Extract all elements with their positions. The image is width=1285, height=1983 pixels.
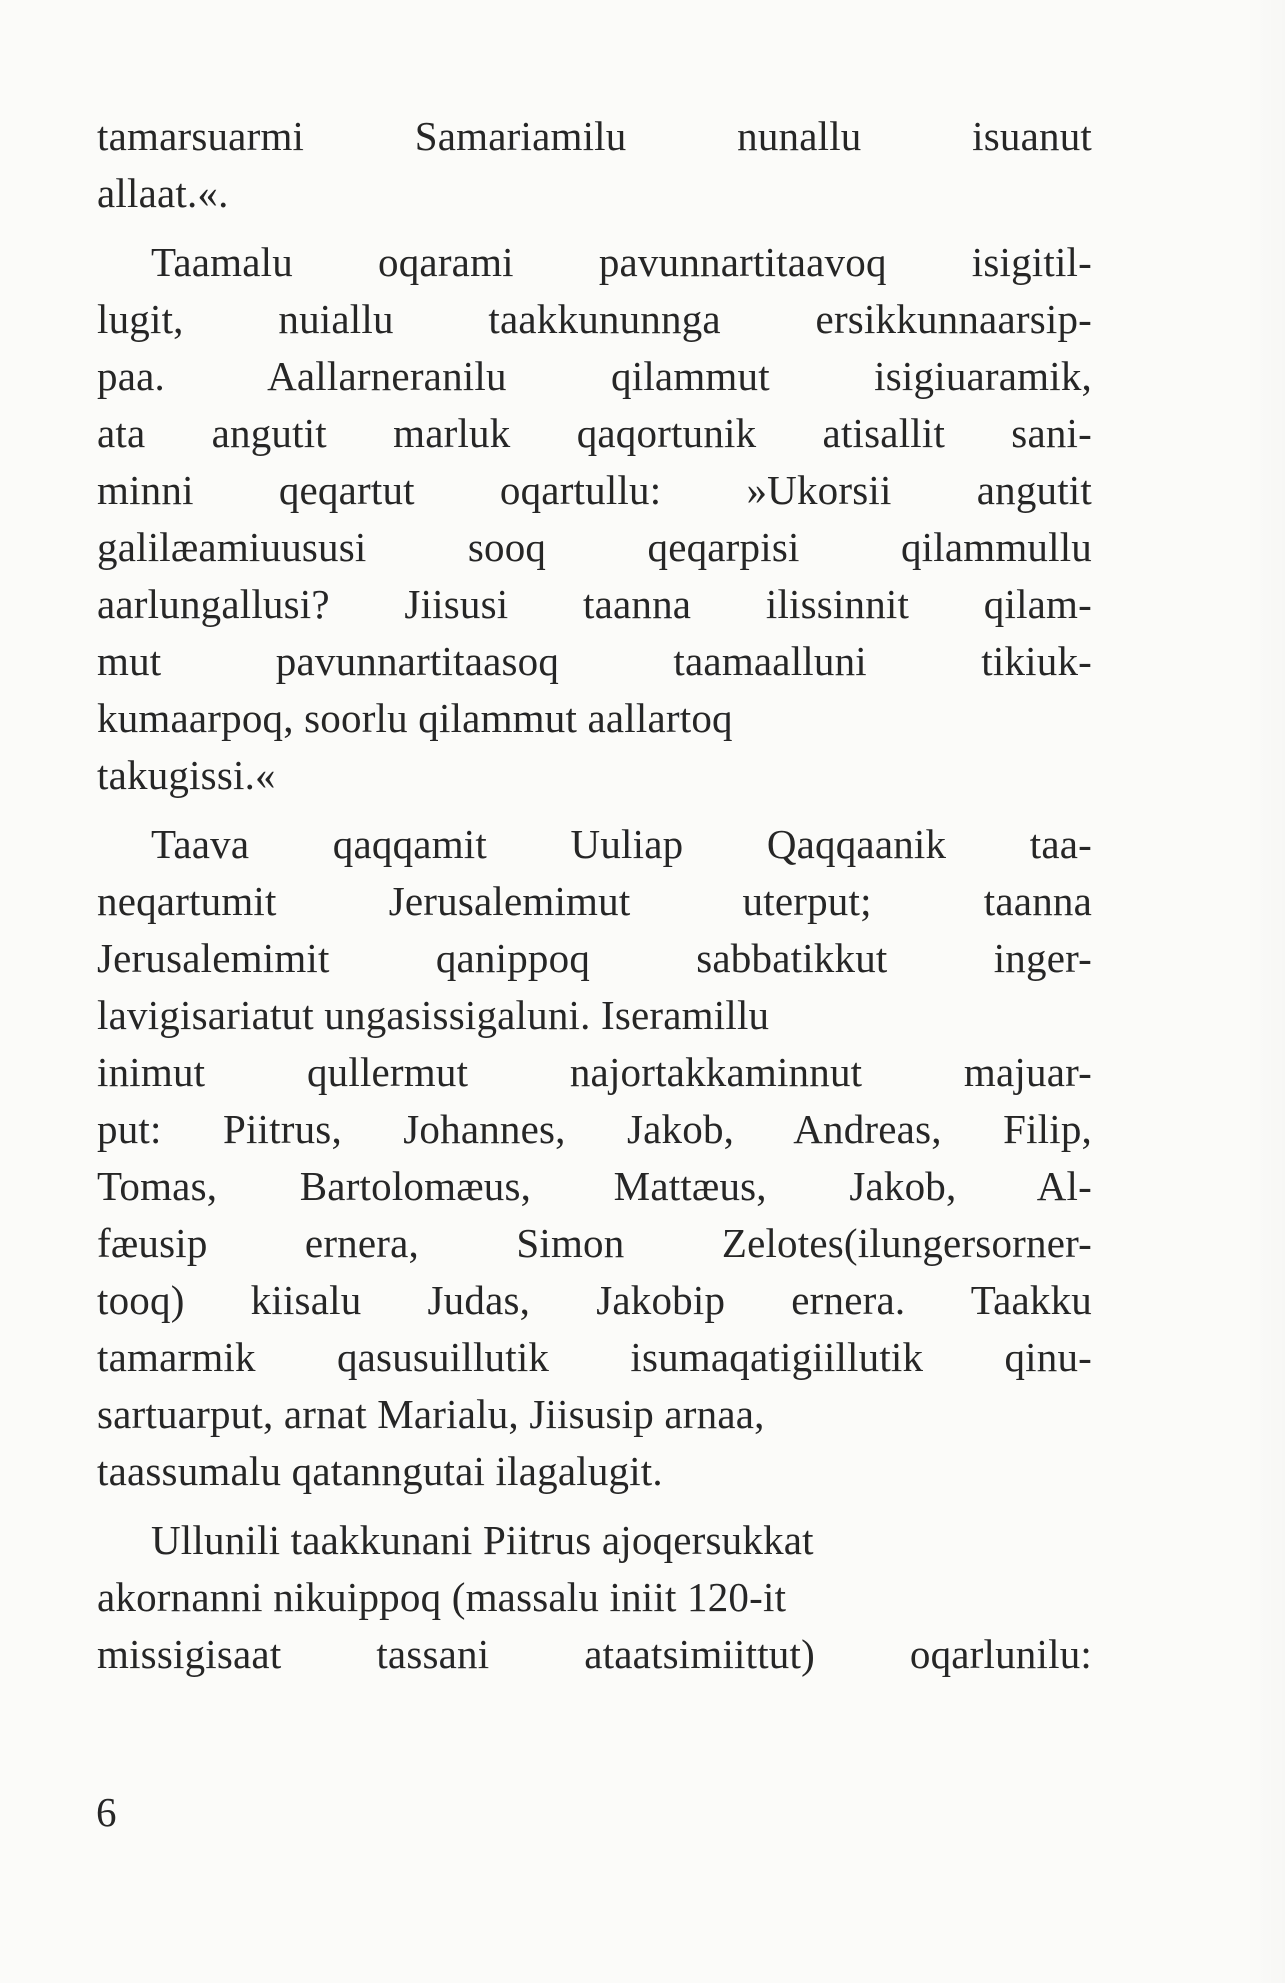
text-line: tooq) kiisalu Judas, Jakobip ernera. Taakku xyxy=(97,1277,1092,1323)
paragraph-4 xyxy=(97,1512,1092,1683)
text-line: Taava qaqqamit Uuliap Qaqqaanik taa- xyxy=(151,821,1092,867)
book-page-text xyxy=(97,108,1092,1695)
text-line: put: Piitrus, Johannes, Jakob, Andreas, Filip, xyxy=(97,1106,1092,1152)
text-line: galilæamiuususi sooq qeqarpisi qilammullu xyxy=(97,524,1092,570)
text-line: lugit, nuiallu taakkununnga ersikkunnaarsip- xyxy=(97,296,1092,342)
text-line: tamarsuarmi Samariamilu nunallu isuanut xyxy=(97,113,1092,159)
text-line: allaat.«. xyxy=(97,170,229,216)
text-line: lavigisariatut ungasissigaluni. Iseramillu xyxy=(97,992,770,1038)
text-line: akornanni nikuippoq (massalu iniit 120-it xyxy=(97,1574,787,1620)
page-number: 6 xyxy=(96,1789,117,1835)
text-line: Ullunili taakkunani Piitrus ajoqersukkat xyxy=(151,1517,814,1563)
text-line: takugissi.« xyxy=(97,752,276,798)
paragraph-1 xyxy=(97,108,1092,222)
text-line: kumaarpoq, soorlu qilammut aallartoq xyxy=(97,695,733,741)
text-line: neqartumit Jerusalemimut uterput; taanna xyxy=(97,878,1092,924)
text-line: missigisaat tassani ataatsimiittut) oqarlunilu: xyxy=(97,1631,1092,1677)
text-line: Tomas, Bartolomæus, Mattæus, Jakob, Al- xyxy=(97,1163,1092,1209)
paragraph-2 xyxy=(97,234,1092,804)
text-line: inimut qullermut najortakkaminnut majuar- xyxy=(97,1049,1092,1095)
text-line: fæusip ernera, Simon Zelotes(ilungersorner- xyxy=(97,1220,1092,1266)
text-line: aarlungallusi? Jiisusi taanna ilissinnit qilam- xyxy=(97,581,1092,627)
paragraph-3 xyxy=(97,816,1092,1500)
text-line: Jerusalemimit qanippoq sabbatikkut inger- xyxy=(97,935,1092,981)
text-line: Taamalu oqarami pavunnartitaavoq isigitil- xyxy=(151,239,1092,285)
text-line: ata angutit marluk qaqortunik atisallit sani- xyxy=(97,410,1092,456)
text-line: sartuarput, arnat Marialu, Jiisusip arnaa, xyxy=(97,1391,765,1437)
text-line: mut pavunnartitaasoq taamaalluni tikiuk- xyxy=(97,638,1092,684)
scan-edge-shading xyxy=(1245,0,1285,1983)
text-line: taassumalu qatanngutai ilagalugit. xyxy=(97,1448,663,1494)
text-line: paa. Aallarneranilu qilammut isigiuaramik, xyxy=(97,353,1092,399)
text-line: tamarmik qasusuillutik isumaqatigiillutik qinu- xyxy=(97,1334,1092,1380)
text-line: minni qeqartut oqartullu: »Ukorsii angutit xyxy=(97,467,1092,513)
